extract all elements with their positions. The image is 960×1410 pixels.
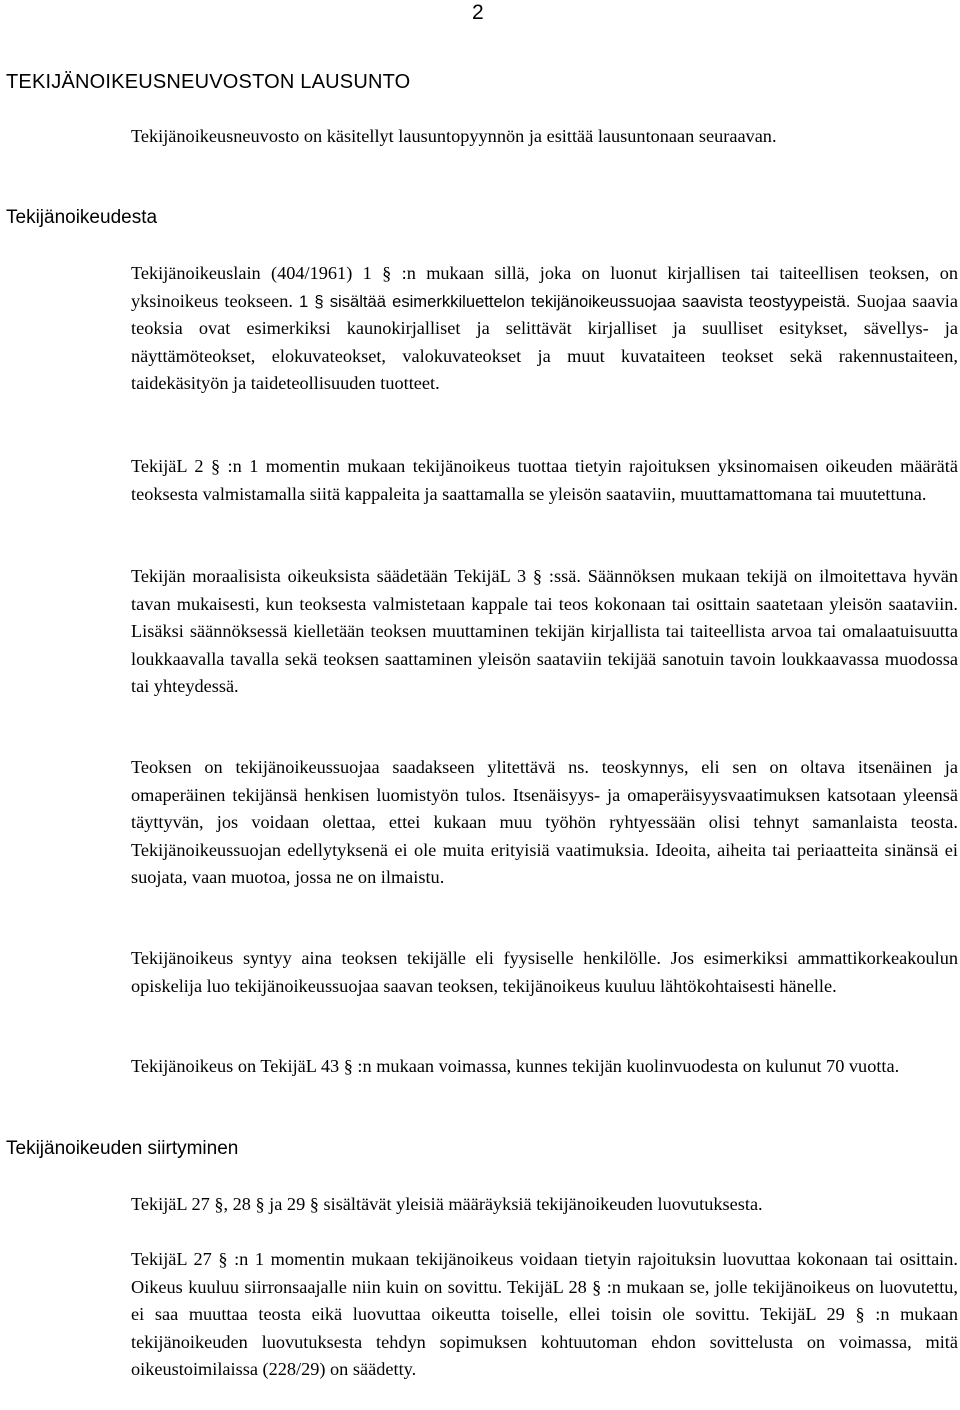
paragraph-duration: Tekijänoikeus on TekijäL 43 § :n mukaan voimassa, kunnes tekijän kuolinvuodesta on kulunut 70 vuotta.	[131, 1056, 900, 1076]
paragraph-exclusive-right: TekijäL 2 § :n 1 momentin mukaan tekijänoikeus tuottaa tietyin rajoituksen yksinomaisen oikeuden määrätä teoksesta valmistamalla siitä kappaleita ja saattamalla se yleisön saataviin, muuttamattomana tai muutettuna.	[131, 456, 958, 504]
section-heading-transfer: Tekijänoikeuden siirtyminen	[6, 1138, 239, 1159]
paragraph-transfer-general: TekijäL 27 §, 28 § ja 29 § sisältävät yleisiä määräyksiä tekijänoikeuden luovutuksesta.	[131, 1194, 763, 1214]
page-number: 2	[472, 1, 484, 24]
intro-paragraph: Tekijänoikeusneuvosto on käsitellyt lausuntopyynnön ja esittää lausuntonaan seuraavan.	[131, 126, 777, 146]
paragraph-text-sans: 1 § sisältää esimerkkiluettelon tekijänoikeussuojaa saavista teostyypeistä.	[299, 291, 851, 311]
paragraph-transfer-details: TekijäL 27 § :n 1 momentin mukaan tekijänoikeus voidaan tietyin rajoituksin luovuttaa kokonaan tai osittain. Oikeus kuuluu siirronsaajalle niin kuin on sovittu. TekijäL 28 § :n mukaan se, jolle tekijänoikeus on luovutettu, ei saa muuttaa teosta eikä luovuttaa oikeutta toiselle, ellei toisin ole sovittu. TekijäL 29 § :n mukaan tekijänoikeuden luovutuksesta tehdyn sopimuksen kohtuutoman ehdon sovittelusta on voimassa, mitä oikeustoimilaissa (228/29) on säädetty.	[131, 1249, 958, 1379]
paragraph-text: Tekijänoikeuslain (404/1961) 1 § :n mukaan sillä, joka on luonut kirjallisen tai taiteellisen teoksen, on yksinoikeus teokseen.	[131, 263, 958, 311]
document-title: TEKIJÄNOIKEUSNEUVOSTON LAUSUNTO	[6, 71, 411, 93]
paragraph-copyright-definition	[131, 260, 958, 398]
paragraph-text: Suojaa saavia teoksia ovat esimerkiksi kaunokirjalliset ja selittävät kirjalliset ja suulliset esitykset, sävellys- ja näyttämöteokset, elokuvateokset, valokuvateokset ja muut kuvataiteen teokset sekä rakennustaiteen, taidekäsityön ja taideteollisuuden tuotteet.	[131, 290, 958, 393]
section-heading-copyright: Tekijänoikeudesta	[6, 207, 158, 228]
paragraph-author: Tekijänoikeus syntyy aina teoksen tekijälle eli fyysiselle henkilölle. Jos esimerkiksi ammattikorkeakoulun opiskelija luo tekijänoikeussuojaa saavan teoksen, tekijänoikeus kuuluu lähtökohtaisesti hänelle.	[131, 948, 958, 996]
paragraph-moral-rights: Tekijän moraalisista oikeuksista säädetään TekijäL 3 § :ssä. Säännöksen mukaan tekijä on ilmoitettava hyvän tavan mukaisesti, kun teoksesta valmistetaan kappale tai teos kokonaan tai osittain saatetaan yleisön saataviin. Lisäksi säännöksessä kielletään teoksen muuttaminen tekijän kirjallista tai taiteellista arvoa tai omalaatuisuutta loukkaavalla tavalla sekä teoksen saattaminen yleisön saataviin tekijää sanotuin tavoin loukkaavassa muodossa tai yhteydessä.	[131, 566, 958, 696]
paragraph-threshold: Teoksen on tekijänoikeussuojaa saadakseen ylitettävä ns. teoskynnys, eli sen on oltava itsenäinen ja omaperäinen tekijänsä henkisen luomistyön tulos. Itsenäisyys- ja omaperäisyysvaatimuksen katsotaan yleensä täyttyvän, jos voidaan olettaa, ettei kukaan muu työhön ryhtyessään olisi tehnyt samanlaista teosta. Tekijänoikeussuojan edellytyksenä ei ole muita erityisiä vaatimuksia. Ideoita, aiheita tai periaatteita sinänsä ei suojata, vaan muotoa, jossa ne on ilmaistu.	[131, 757, 958, 887]
